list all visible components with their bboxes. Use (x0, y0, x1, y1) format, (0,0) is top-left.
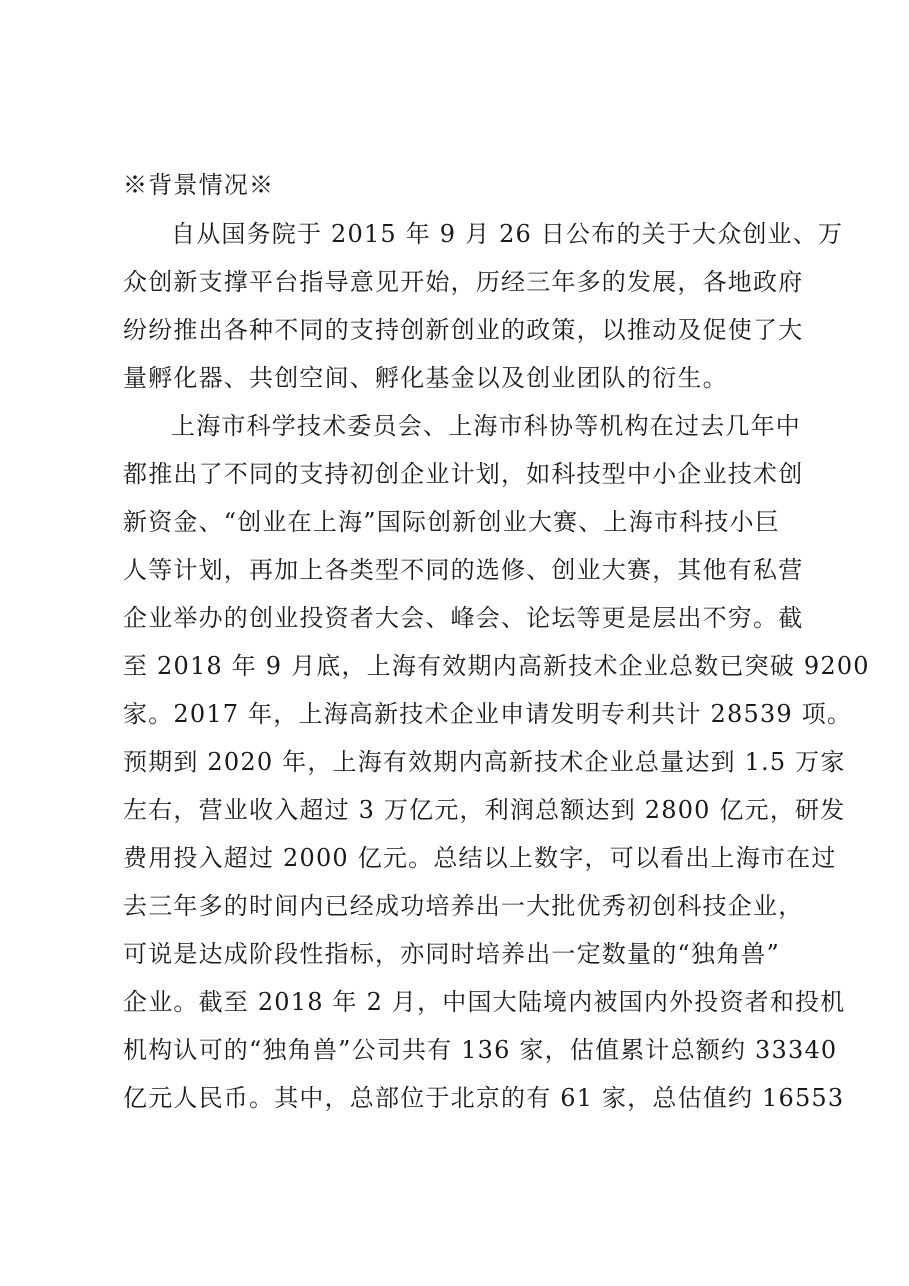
paragraph-line: 企业。截至 2018 年 2 月，中国大陆境内被国内外投资者和投机 (123, 988, 846, 1016)
paragraph-line: 至 2018 年 9 月底，上海有效期内高新技术企业总数已突破 9200 (123, 652, 870, 680)
paragraph-line: 众创新支撑平台指导意见开始，历经三年多的发展，各地政府 (123, 268, 804, 296)
paragraph-line: 左右，营业收入超过 3 万亿元，利润总额达到 2800 亿元，研发 (123, 796, 846, 824)
paragraph-line: 企业举办的创业投资者大会、峰会、论坛等更是层出不穷。截 (123, 604, 804, 632)
section-heading: ※背景情况※ (123, 171, 275, 199)
paragraph-line: 纷纷推出各种不同的支持创新创业的政策，以推动及促使了大 (123, 316, 804, 344)
paragraph-line: 费用投入超过 2000 亿元。总结以上数字，可以看出上海市在过 (123, 844, 837, 872)
paragraph-line: 都推出了不同的支持初创企业计划，如科技型中小企业技术创 (123, 460, 804, 488)
paragraph-line: 机构认可的“独角兽”公司共有 136 家，估值累计总额约 33340 (123, 1036, 838, 1064)
paragraph-line: 新资金、“创业在上海”国际创新创业大赛、上海市科技小巨 (123, 508, 780, 536)
paragraph-line: 亿元人民币。其中，总部位于北京的有 61 家，总估值约 16553 (123, 1084, 845, 1112)
paragraph-line: 自从国务院于 2015 年 9 月 26 日公布的关于大众创业、万 (171, 220, 844, 248)
paragraph-line: 可说是达成阶段性指标，亦同时培养出一定数量的“独角兽” (123, 940, 780, 968)
paragraph-line: 量孵化器、共创空间、孵化基金以及创业团队的衍生。 (123, 364, 728, 392)
paragraph-line: 家。2017 年，上海高新技术企业申请发明专利共计 28539 项。 (123, 700, 853, 728)
paragraph-line: 预期到 2020 年，上海有效期内高新技术企业总量达到 1.5 万家 (123, 748, 846, 776)
paragraph-line: 上海市科学技术委员会、上海市科协等机构在过去几年中 (171, 412, 801, 440)
paragraph-line: 人等计划，再加上各类型不同的选修、创业大赛，其他有私营 (123, 556, 804, 584)
paragraph-line: 去三年多的时间内已经成功培养出一大批优秀初创科技企业， (123, 892, 804, 920)
